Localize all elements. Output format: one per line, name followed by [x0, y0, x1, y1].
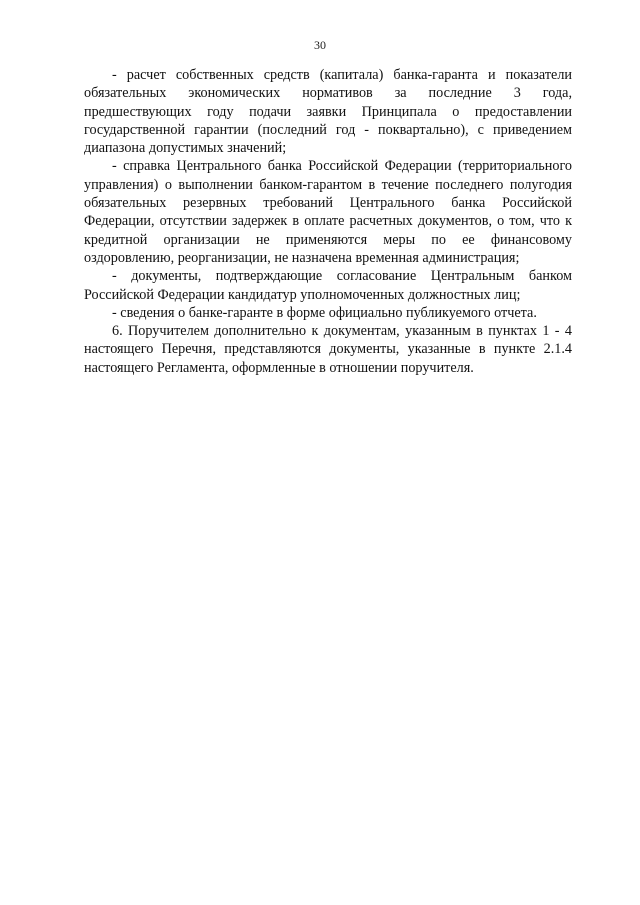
paragraph-capital-calculation: - расчет собственных средств (капитала) банка-гаранта и показатели обязательных экономических нормативов за последние 3 года, предшествующих году подачи заявки Принципала о предоставлении государственной гарантии (последний год - поквартально), с приведением диапазона допустимых значений; — [84, 67, 572, 157]
paragraph-central-bank-certificate: - справка Центрального банка Российской Федерации (территориального управления) о выполнении банком-гарантом в течение последнего полугодия обязательных резервных требований Центрального банка Российской Федерации, отсутствии задержек в оплате расчетных документов, о том, что к кредитной организации не применяются меры по ее финансовому оздоровлению, реорганизации, не назначена временная администрация; — [84, 158, 572, 266]
paragraph-guarantor-documents: 6. Поручителем дополнительно к документам, указанным в пунктах 1 - 4 настоящего Перечня, представляются документы, указанные в пункте 2.1.4 настоящего Регламента, оформленные в отношении поручителя. — [84, 323, 572, 376]
document-body — [84, 66, 572, 377]
page-number: 30 — [314, 38, 326, 52]
paragraph-officials-approval: - документы, подтверждающие согласование Центральным банком Российской Федерации кандидатур уполномоченных должностных лиц; — [84, 268, 572, 303]
paragraph-bank-report: - сведения о банке-гаранте в форме официально публикуемого отчета. — [112, 304, 537, 321]
